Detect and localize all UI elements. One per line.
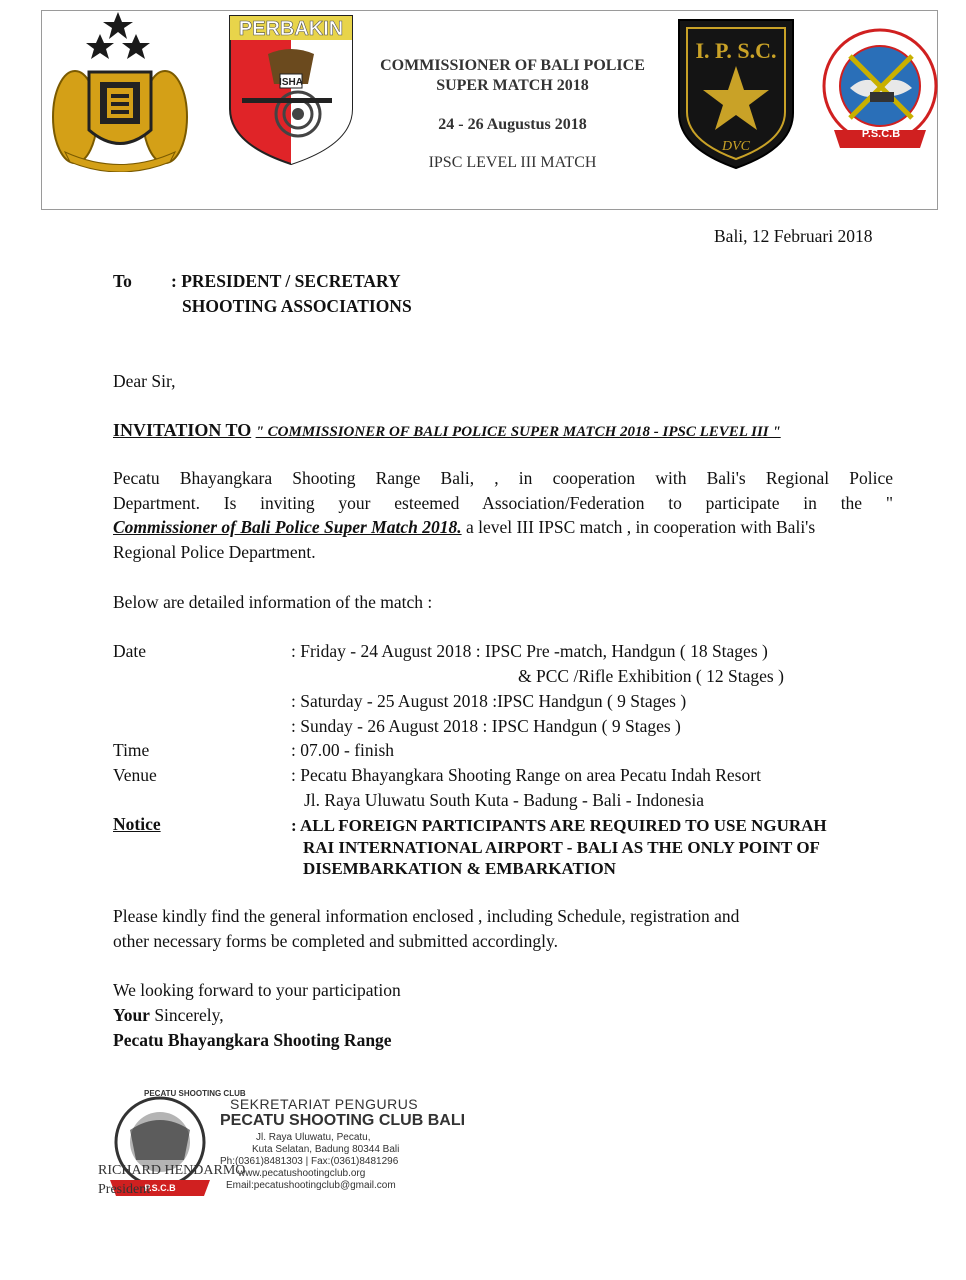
yours-sincerely	[113, 1003, 224, 1028]
venue-line2: Jl. Raya Uluwatu South Kuta - Badung - Bali - Indonesia	[304, 790, 705, 810]
forward-line: We looking forward to your participation	[113, 980, 401, 1000]
date-label: Date	[113, 641, 147, 661]
notice-label: Notice	[113, 814, 161, 834]
stamp-line5: Ph:(0361)8481303 | Fax:(0361)8481296	[220, 1156, 399, 1167]
para1-line3	[113, 515, 815, 540]
title-line2: SUPER MATCH 2018	[436, 77, 589, 94]
perbakin-text: PERBAKIN	[238, 18, 344, 40]
ipsc-motto: DVC	[722, 139, 750, 154]
para1-line1: Pecatu Bhayangkara Shooting Range Bali, , in cooperation with Bali's Regional Police	[113, 468, 893, 488]
isha-text: ISHA	[279, 77, 303, 88]
letterhead-dates: 24 - 26 Augustus 2018	[438, 116, 587, 133]
signer-name: RICHARD HENDARMO	[98, 1163, 246, 1178]
match-name: Commissioner of Bali Police Super Match 2018.	[113, 517, 462, 537]
police-crest-logo	[45, 12, 195, 172]
signer-title: President	[98, 1182, 151, 1197]
date-line4: : Sunday - 26 August 2018 : IPSC Handgun ( 9 Stages )	[291, 716, 681, 736]
venue-label: Venue	[113, 765, 157, 785]
time-value: : 07.00 - finish	[291, 740, 395, 760]
to-line2: SHOOTING ASSOCIATIONS	[182, 296, 412, 316]
notice-line2: RAI INTERNATIONAL AIRPORT - BALI AS THE ONLY POINT OF	[303, 838, 820, 857]
date-line3: : Saturday - 25 August 2018 :IPSC Handgun ( 9 Stages )	[291, 691, 687, 711]
yours-rest: Sincerely,	[149, 1005, 224, 1025]
title-line1: COMMISSIONER OF BALI POLICE	[380, 57, 645, 74]
place-date: Bali, 12 Februari 2018	[714, 226, 873, 246]
para1-line2: Department. Is inviting your esteemed Association/Federation to participate in the "	[113, 493, 893, 513]
to-label: To	[113, 271, 132, 291]
stamp-line1: SEKRETARIAT PENGURUS	[230, 1096, 419, 1112]
para1-line3-rest: a level III IPSC match , in cooperation with Bali's	[461, 517, 816, 537]
date-line1: : Friday - 24 August 2018 : IPSC Pre -match, Handgun ( 18 Stages )	[291, 641, 768, 661]
stamp-line6: www.pecatushootingclub.org	[238, 1168, 366, 1179]
invitation-heading	[113, 418, 781, 445]
seal-banner: P.S.C.B	[144, 1183, 176, 1193]
yours-bold: Your	[113, 1005, 150, 1025]
letterhead-title	[350, 56, 675, 96]
invitation-title: " COMMISSIONER OF BALI POLICE SUPER MATCH 2018 - IPSC LEVEL III "	[255, 424, 781, 440]
pscb-banner: P.S.C.B	[861, 128, 901, 140]
venue-line1: : Pecatu Bhayangkara Shooting Range on area Pecatu Indah Resort	[291, 765, 761, 785]
stamp-line2: PECATU SHOOTING CLUB BALI	[220, 1112, 466, 1129]
details-intro: Below are detailed information of the match :	[113, 592, 433, 612]
organization-name: Pecatu Bhayangkara Shooting Range	[113, 1030, 392, 1050]
time-label: Time	[113, 740, 150, 760]
ipsc-text: I. P. S.C.	[695, 38, 777, 63]
stamp-line4: Kuta Selatan, Badung 80344 Bali	[252, 1144, 400, 1155]
notice-line1: : ALL FOREIGN PARTICIPANTS ARE REQUIRED TO USE NGURAH	[291, 816, 827, 835]
seal-ring-text: PECATU SHOOTING CLUB	[144, 1089, 246, 1098]
para1-line4: Regional Police Department.	[113, 542, 316, 562]
stamp-line3: Jl. Raya Uluwatu, Pecatu,	[256, 1132, 371, 1143]
notice-line3: DISEMBARKATION & EMBARKATION	[303, 859, 616, 878]
salutation: Dear Sir,	[113, 371, 176, 391]
closing-line2: other necessary forms be completed and submitted accordingly.	[113, 931, 558, 951]
letterhead-level: IPSC LEVEL III MATCH	[428, 154, 597, 171]
invitation-label: INVITATION TO	[113, 420, 252, 440]
date-line2: & PCC /Rifle Exhibition ( 12 Stages )	[518, 666, 784, 686]
to-line1: : PRESIDENT / SECRETARY	[171, 271, 401, 291]
stamp-line7: Email:pecatushootingclub@gmail.com	[226, 1180, 396, 1191]
closing-line1: Please kindly find the general information enclosed , including Schedule, registration and	[113, 906, 740, 926]
perbakin-logo	[228, 14, 354, 166]
ipsc-logo	[677, 18, 795, 170]
